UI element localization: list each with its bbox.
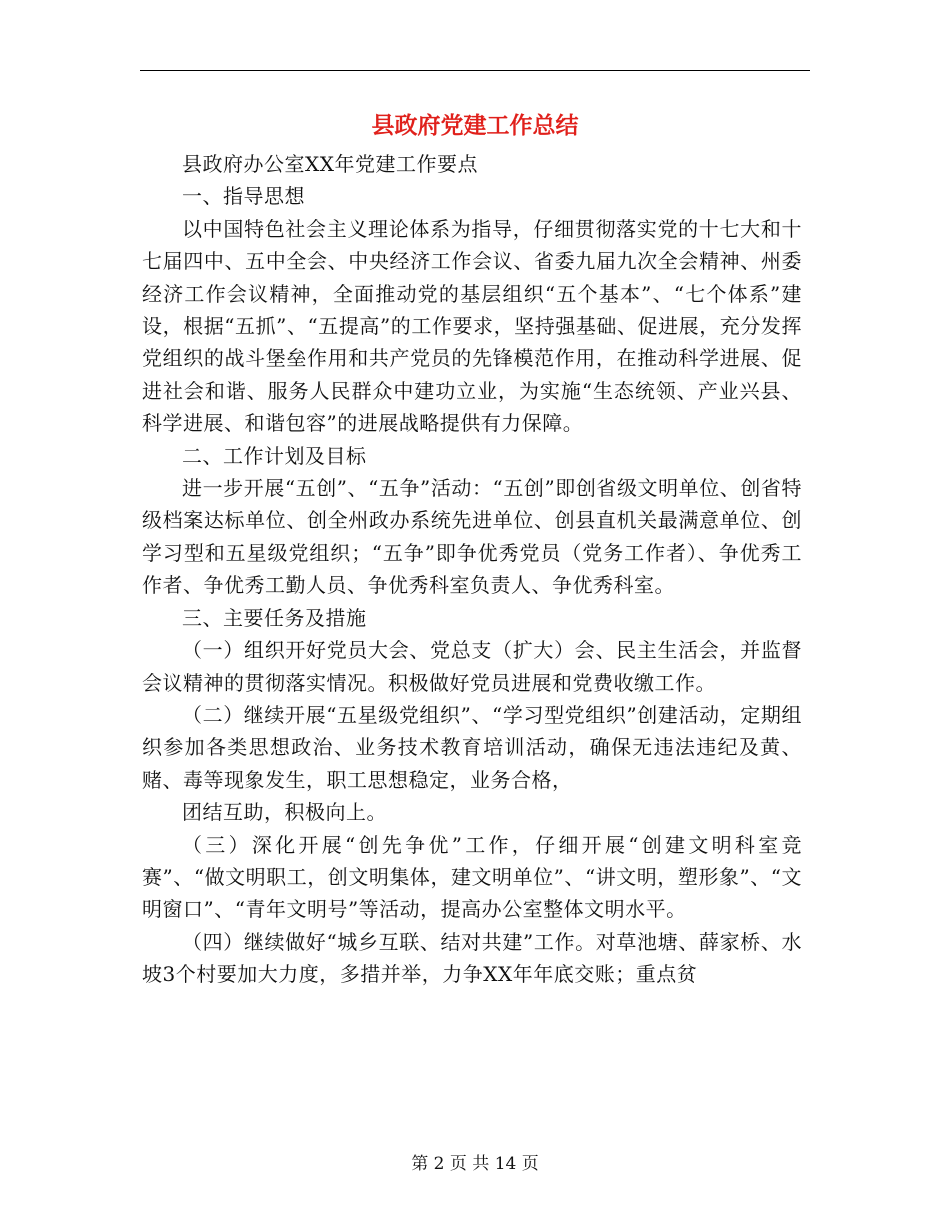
- section-heading-guiding-ideology: 一、指导思想: [182, 184, 305, 209]
- task-item-4: （四）继续做好“城乡互联、结对共建”工作。对草池塘、薛家桥、水坡3个村要加大力度，多措并举，力争XX年年底交账；重点贫: [142, 929, 802, 987]
- header-rule: [140, 70, 810, 71]
- body-paragraph: 进一步开展“五创”、“五争”活动：“五创”即创省级文明单位、创省特级档案达标单位、创全州政办系统先进单位、创县直机关最满意单位、创学习型和五星级党组织；“五争”即争优秀党员（党务工作者）、争优秀工作者、争优秀工勤人员、争优秀科室负责人、争优秀科室。: [142, 476, 802, 598]
- document-body: [142, 148, 802, 991]
- section-heading-main-tasks: 三、主要任务及措施: [182, 605, 367, 630]
- task-item-2: （二）继续开展“五星级党组织”、“学习型党组织”创建活动，定期组织参加各类思想政治、业务技术教育培训活动，确保无违法违纪及黄、赌、毒等现象发生，职工思想稳定，业务合格，: [142, 702, 802, 792]
- task-item-3: （三）深化开展“创先争优”工作，仔细开展“创建文明科室竞赛”、“做文明职工，创文明集体，建文明单位”、“讲文明，塑形象”、“文明窗口”、“青年文明号”等活动，提高办公室整体文明水平。: [142, 832, 802, 922]
- section-heading-work-plan: 二、工作计划及目标: [182, 443, 367, 468]
- document-title: 县政府党建工作总结: [371, 112, 579, 139]
- page-number-footer: 第 2 页 共 14 页: [411, 1154, 539, 1174]
- task-item-2-continued: 团结互助，积极向上。: [182, 800, 387, 825]
- task-item-1: （一）组织开好党员大会、党总支（扩大）会、民主生活会，并监督会议精神的贯彻落实情况。积极做好党员进展和党费收缴工作。: [142, 638, 802, 695]
- subtitle-paragraph: 县政府办公室XX年党建工作要点: [182, 152, 478, 176]
- body-paragraph: 以中国特色社会主义理论体系为指导，仔细贯彻落实党的十七大和十七届四中、五中全会、中央经济工作会议、省委九届九次全会精神、州委经济工作会议精神，全面推动党的基层组织“五个基本”、“七个体系”建设，根据“五抓”、“五提高”的工作要求，坚持强基础、促进展，充分发挥党组织的战斗堡垒作用和共产党员的先锋模范作用，在推动科学进展、促进社会和谐、服务人民群众中建功立业，为实施“生态统领、产业兴县、科学进展、和谐包容”的进展战略提供有力保障。: [142, 216, 802, 436]
